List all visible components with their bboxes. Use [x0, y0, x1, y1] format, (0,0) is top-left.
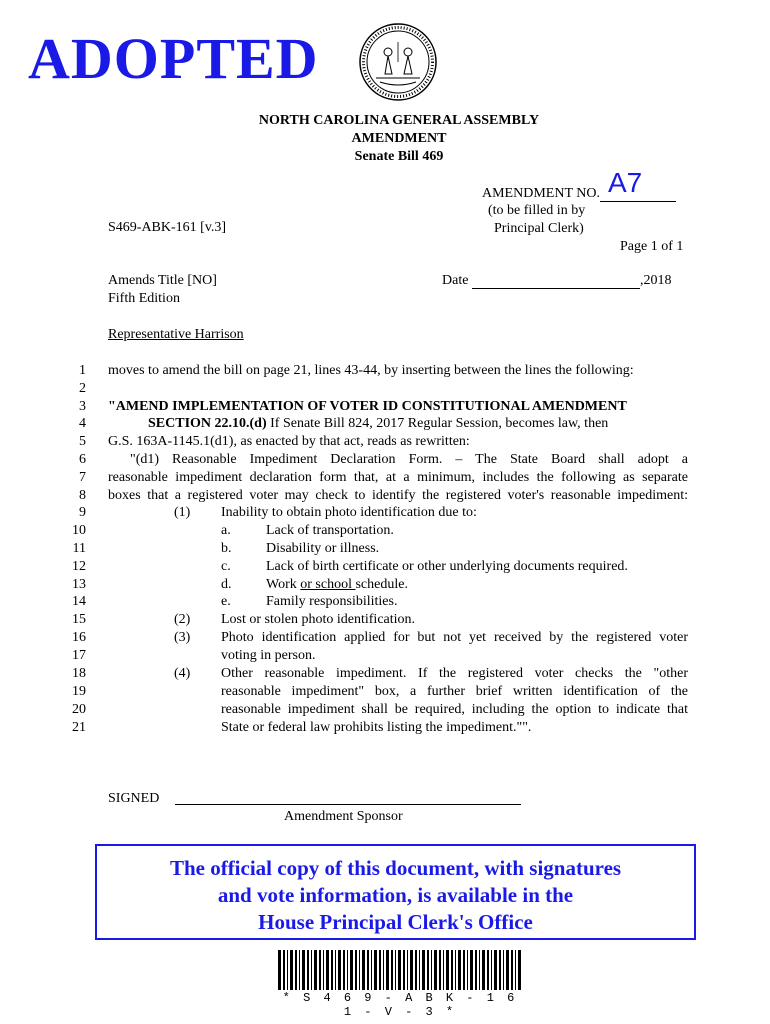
list-marker: (1)	[174, 505, 191, 520]
line-number: 4	[79, 416, 86, 431]
date-line	[442, 273, 671, 289]
list-marker: (4)	[174, 666, 191, 681]
signature-line	[175, 804, 521, 805]
list-marker: b.	[221, 541, 232, 556]
text-after: schedule.	[355, 577, 408, 592]
line-text: "AMEND IMPLEMENTATION OF VOTER ID CONSTITUTIONAL AMENDMENT	[108, 399, 627, 414]
line-number: 13	[72, 577, 86, 592]
notice-line-1: The official copy of this document, with signatures	[169, 856, 622, 880]
list-marker: c.	[221, 559, 231, 574]
line-number: 18	[72, 666, 86, 681]
official-copy-notice	[95, 844, 696, 940]
line-number: 6	[79, 452, 86, 467]
list-marker: d.	[221, 577, 232, 592]
line-number: 9	[79, 505, 86, 520]
list-marker: a.	[221, 523, 231, 538]
signature-caption: Amendment Sponsor	[284, 809, 403, 824]
amendment-number: A7	[607, 167, 643, 198]
adopted-stamp: ADOPTED	[28, 26, 319, 91]
assembly-heading: NORTH CAROLINA GENERAL ASSEMBLY	[258, 113, 540, 128]
line-text: reasonable impediment shall be required, including the option to indicate that	[221, 702, 688, 717]
date-year: ,2018	[639, 273, 672, 288]
section-heading: SECTION 22.10.(d)	[148, 416, 267, 431]
line-text: Disability or illness.	[266, 541, 380, 556]
inserted-text: or school	[300, 577, 356, 592]
list-marker: (2)	[174, 612, 191, 627]
edition: Fifth Edition	[108, 291, 180, 306]
list-marker: e.	[221, 594, 231, 609]
bill-heading: Senate Bill 469	[354, 149, 444, 164]
list-marker: (3)	[174, 630, 191, 645]
line-number: 14	[72, 594, 86, 609]
line-text: Lack of transportation.	[266, 523, 394, 538]
line-text: reasonable impediment declaration form that, at a minimum, includes the following as separate	[108, 470, 688, 485]
date-field	[472, 274, 640, 289]
text-before: Work	[266, 577, 301, 592]
line-text	[148, 416, 688, 432]
line-number: 11	[72, 541, 86, 556]
signed-label: SIGNED	[108, 791, 160, 806]
barcode-icon	[278, 950, 522, 990]
line-number: 7	[79, 470, 86, 485]
barcode-text: * S 4 6 9 - A B K - 1 6 1 - V - 3 *	[282, 991, 518, 1019]
line-number: 16	[72, 630, 86, 645]
amends-title: Amends Title [NO]	[108, 273, 217, 288]
line-number: 20	[72, 702, 86, 717]
line-text: G.S. 163A-1145.1(d1), as enacted by that act, reads as rewritten:	[108, 434, 470, 449]
line-text: State or federal law prohibits listing the impediment."".	[221, 720, 532, 735]
state-seal-icon	[358, 22, 438, 102]
amendment-number-line	[482, 167, 676, 202]
section-text: If Senate Bill 824, 2017 Regular Session, becomes law, then	[270, 416, 609, 431]
line-text: moves to amend the bill on page 21, lines 43-44, by inserting between the lines the following:	[108, 363, 634, 378]
line-text: Lack of birth certificate or other underlying documents required.	[266, 559, 628, 574]
line-text: Lost or stolen photo identification.	[221, 612, 416, 627]
line-text	[266, 577, 408, 593]
line-number: 12	[72, 559, 86, 574]
sponsor-name: Representative Harrison	[108, 327, 244, 342]
page-number: Page 1 of 1	[620, 239, 684, 254]
line-number: 3	[79, 399, 86, 414]
line-text: boxes that a registered voter may check to identify the registered voter's reasonable impediment:	[108, 488, 688, 503]
line-number: 2	[79, 381, 86, 396]
line-number: 10	[72, 523, 86, 538]
line-number: 5	[79, 434, 86, 449]
line-number: 1	[79, 363, 86, 378]
line-number: 8	[79, 488, 86, 503]
notice-line-2: and vote information, is available in the	[217, 883, 574, 907]
line-text: Inability to obtain photo identification due to:	[221, 505, 477, 520]
line-text: "(d1) Reasonable Impediment Declaration Form. – The State Board shall adopt a	[130, 452, 688, 467]
fill-note-2: Principal Clerk)	[494, 221, 584, 236]
line-number: 17	[72, 648, 86, 663]
fill-note-1: (to be filled in by	[488, 203, 586, 218]
line-text: Photo identification applied for but not yet received by the registered voter	[221, 630, 688, 645]
line-text: voting in person.	[221, 648, 316, 663]
line-number: 19	[72, 684, 86, 699]
date-label: Date	[442, 273, 469, 288]
line-text: reasonable impediment" box, a further brief written identification of the	[221, 684, 688, 699]
line-text: Family responsibilities.	[266, 594, 398, 609]
line-number: 21	[72, 720, 86, 735]
notice-line-3: House Principal Clerk's Office	[258, 910, 533, 934]
line-number: 15	[72, 612, 86, 627]
line-text: Other reasonable impediment. If the registered voter checks the "other	[221, 666, 688, 681]
document-id: S469-ABK-161 [v.3]	[108, 220, 227, 235]
amendment-heading: AMENDMENT	[351, 131, 447, 146]
amendment-number-label: AMENDMENT NO.	[482, 186, 600, 201]
